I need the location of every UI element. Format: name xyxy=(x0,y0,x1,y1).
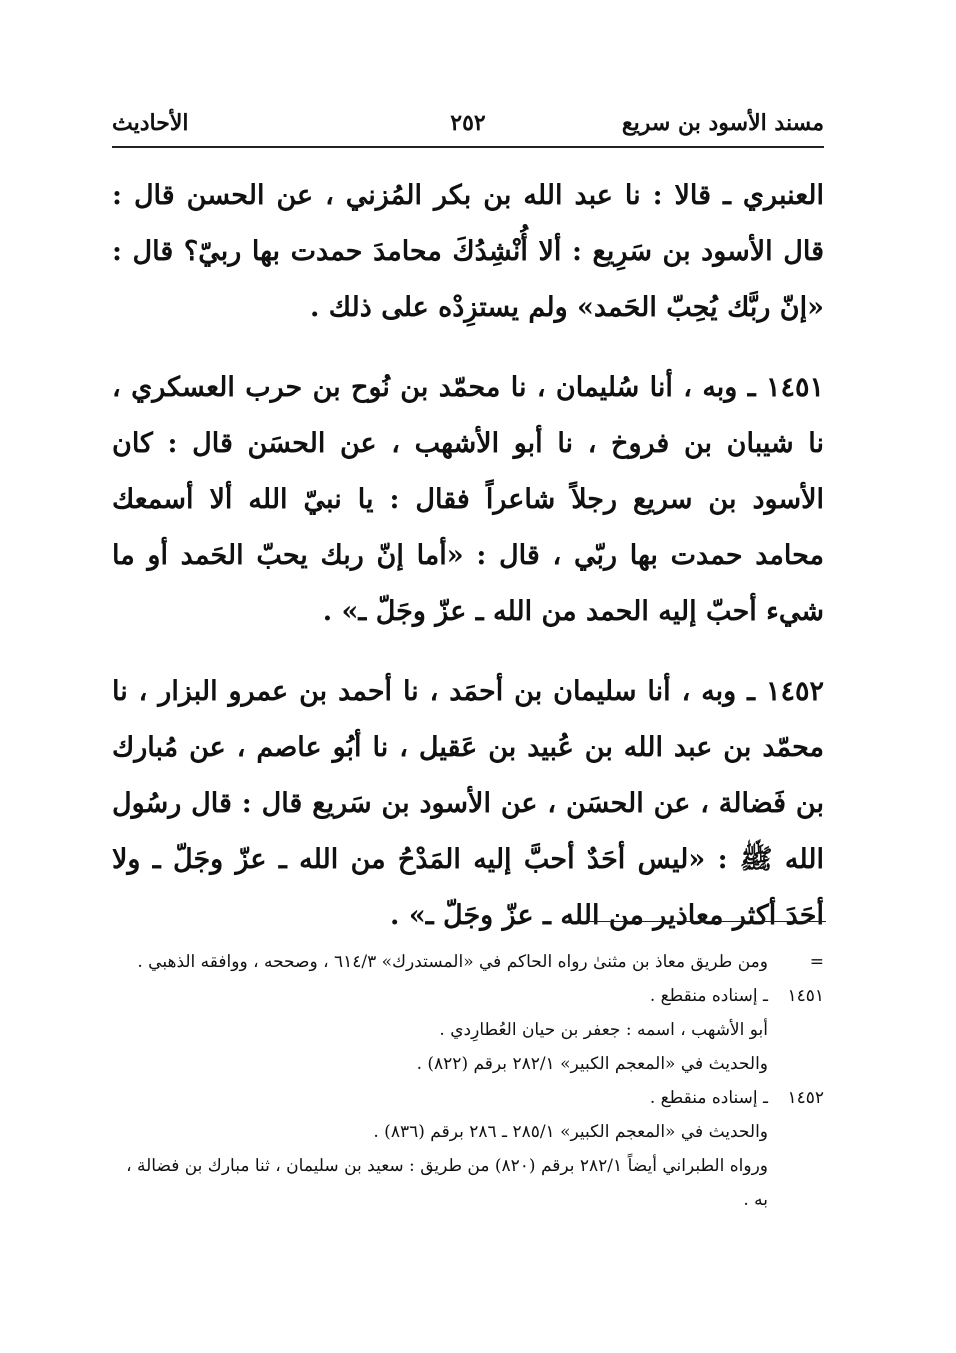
running-header xyxy=(112,106,824,148)
footnote-line xyxy=(112,1013,824,1047)
footnote-line xyxy=(112,1081,824,1115)
main-text xyxy=(112,168,824,968)
footnote-line xyxy=(112,1115,824,1149)
hadith-1452 xyxy=(112,664,824,944)
hadith-1451 xyxy=(112,360,824,640)
footnotes xyxy=(112,945,824,1217)
header-section-title: الأحاديث xyxy=(112,110,189,136)
footnote-marker: ١٤٥١ xyxy=(787,986,824,1006)
hadith-text: ـ وبه ، أنا سليمان بن أحمَد ، نا أحمد بن عمرو البزار ، نا محمّد بن عبد الله بن عُبيد بن عَقيل ، نا أبُو عاصم ، عن مُبارك بن فَضالة ، عن الحسَن ، عن الأسود بن سَريع قال : قال رسُول الله ﷺ : «ليس أحَدٌ أحبَّ إليه المَدْحُ من الله ـ عزّ وجَلّ ـ ولا أحَدَ أكثر معاذير من الله ـ عزّ وجَلّ ـ» . xyxy=(112,676,824,931)
footnote-line xyxy=(112,1047,824,1081)
footnote-text: ـ إسناده منقطع . xyxy=(649,1088,768,1108)
footnote-text: ورواه الطبراني أيضاً ٢٨٢/١ برقم (٨٢٠) من طريق : سعيد بن سليمان ، ثنا مبارك بن فضالة ، به . xyxy=(126,1156,768,1210)
paragraph-continuation xyxy=(112,168,824,336)
footnote-text: والحديث في «المعجم الكبير» ٢٨٥/١ ـ ٢٨٦ برقم (٨٣٦) . xyxy=(373,1122,768,1142)
footnote-text: والحديث في «المعجم الكبير» ٢٨٢/١ برقم (٨٢٢) . xyxy=(416,1054,768,1074)
hadith-text: ـ وبه ، أنا سُليمان ، نا محمّد بن نُوح بن حرب العسكري ، نا شيبان بن فروخ ، نا أبو الأشهب ، عن الحسَن قال : كان الأسود بن سريع رجلاً شاعراً فقال : يا نبيّ الله ألا أسمعك محامد حمدت بها ربّي ، قال : «أما إنّ ربك يحبّ الحَمد أو ما شيء أحبّ إليه الحمد من الله ـ عزّ وجَلّ ـ» . xyxy=(112,372,824,627)
footnote-line xyxy=(112,945,824,979)
hadith-number: ١٤٥٢ xyxy=(765,676,824,707)
footnote-text: أبو الأشهب ، اسمه : جعفر بن حيان العُطارِدي . xyxy=(439,1020,768,1040)
page-number: ٢٥٢ xyxy=(450,110,486,136)
hadith-number: ١٤٥١ xyxy=(766,372,825,403)
paragraph-text: العنبري ـ قالا : نا عبد الله بن بكر المُزني ، عن الحسن قال : قال الأسود بن سَرِيع : ألا أُنْشِدُكَ محامدَ حمدت بها ربيّ؟ قال : «إنّ ربَّك يُحِبّ الحَمد» ولم يستزِدْه على ذلك . xyxy=(112,180,824,323)
footnote-separator xyxy=(564,921,826,922)
footnote-text: ومن طريق معاذ بن مثنىٰ رواه الحاكم في «المستدرك» ٦١٤/٣ ، وصححه ، ووافقه الذهبي . xyxy=(137,952,768,972)
footnote-line xyxy=(112,979,824,1013)
footnote-line xyxy=(112,1149,824,1217)
footnote-marker: = xyxy=(809,952,824,972)
footnote-marker: ١٤٥٢ xyxy=(787,1088,824,1108)
footnote-text: ـ إسناده منقطع . xyxy=(649,986,768,1006)
header-book-title: مسند الأسود بن سريع xyxy=(621,110,824,136)
